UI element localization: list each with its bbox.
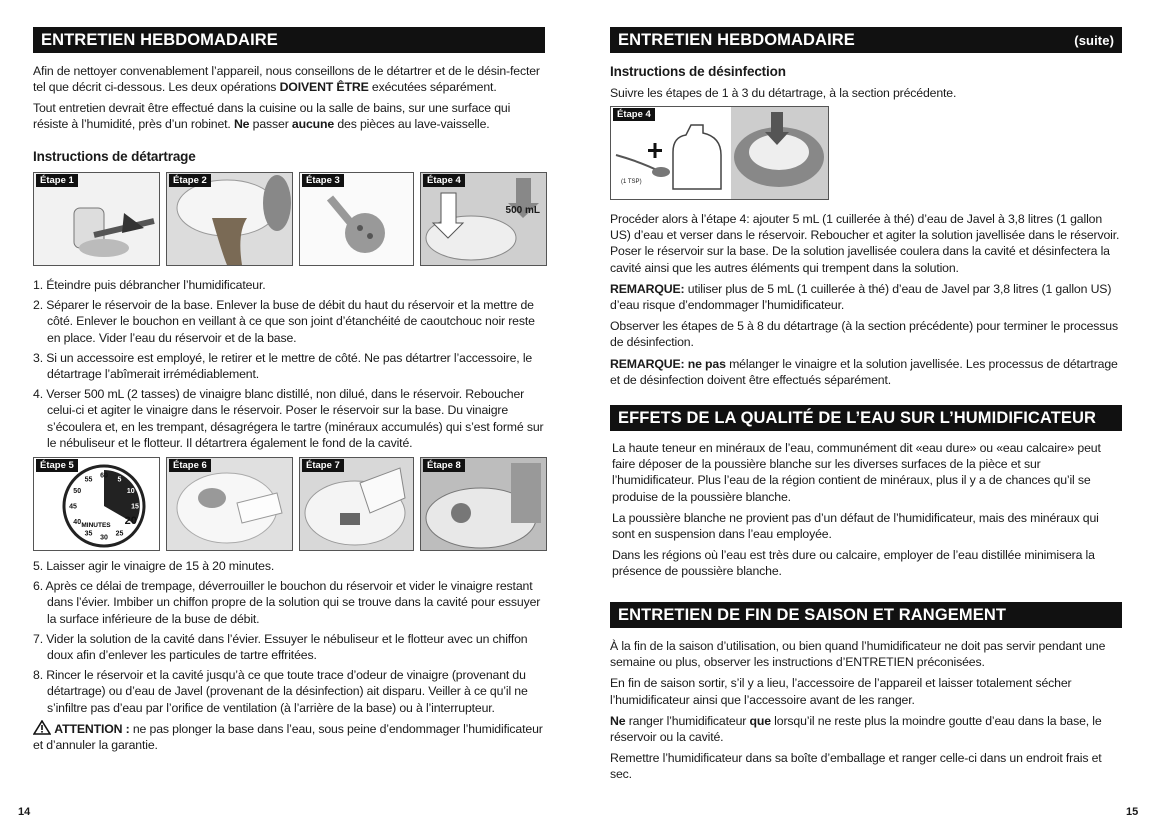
remarque-label: REMARQUE: xyxy=(610,281,685,296)
remarque-2 xyxy=(610,356,1123,388)
step-7-tag: Étape 7 xyxy=(302,459,344,472)
list-item: 3. Si un accessoire est employé, le retirer et le mettre de côté. Ne pas détartrer l’accessoire, le détartrage l’abîmerait irrémédiablement. xyxy=(33,350,533,382)
end-season-text xyxy=(610,638,1110,783)
step-7-image xyxy=(299,457,414,551)
water-para3: Dans les régions où l’eau est très dure ou calcaire, employer de l’eau distillée minimisera la présence de poussière blanche. xyxy=(612,548,1095,579)
remarque-1-text: utiliser plus de 5 mL (1 cuillerée à thé) d’eau de Javel par 3,8 litres (1 gallon US) d’eau risque d’endommager l’humidificateur. xyxy=(610,281,1112,313)
descaling-steps-row-2 xyxy=(33,457,547,551)
intro2-b: passer xyxy=(249,117,292,132)
attention-text: ne pas plonger la base dans l’eau, sous peine d’endommager l’humidificateur et d’annuler la garantie. xyxy=(33,721,543,753)
remarque-2-text: mélanger le vinaigre et la solution javellisée. Les processus de détartrage et de désinfection doivent être effectués séparément. xyxy=(610,356,1118,387)
season-para4: Remettre l’humidificateur dans sa boîte d’emballage et ranger celle-ci dans un endroit frais et sec. xyxy=(610,751,1102,782)
step-4-tag: Étape 4 xyxy=(423,174,465,187)
section-header-water-quality xyxy=(610,405,1122,431)
step-3-tag: Étape 3 xyxy=(302,174,344,187)
descaling-list-a xyxy=(33,277,545,451)
intro1-text: Afin de nettoyer convenablement l’appareil, nous conseillons de le détartrer et de le désin-fecter tel que décrit ci-dessous. Les deux opérations xyxy=(33,64,540,95)
step-3-image xyxy=(299,172,414,266)
list-item: 5. Laisser agir le vinaigre de 15 à 20 minutes. xyxy=(33,559,275,573)
season3-que: que xyxy=(749,713,771,728)
water-para2: La poussière blanche ne provient pas d’un défaut de l’humidificateur, mais des minéraux qui sont en suspension dans l’eau employée. xyxy=(612,510,1099,542)
descaling-steps-row-1 xyxy=(33,172,547,266)
clock-minutes-label: MINUTES xyxy=(81,522,111,529)
attention-label: ATTENTION : xyxy=(54,721,130,736)
step-1-image xyxy=(33,172,160,266)
step-4-image xyxy=(420,172,547,266)
clock-number: 60 xyxy=(100,472,108,480)
clock-number: 55 xyxy=(84,476,93,484)
page-number-left: 14 xyxy=(18,806,31,818)
disinfection-text xyxy=(610,211,1123,388)
step-8-tag: Étape 8 xyxy=(423,459,465,472)
list-item: 6. Après ce délai de trempage, déverrouiller le bouchon du réservoir et vider le vinaigre restant dans l’évier. Imbiber un chiffon propre de la solution qui se trouve dans la cavité pour essuyer la surface inférieure de la buse de débit. xyxy=(33,579,541,626)
clock-number: 30 xyxy=(100,534,108,542)
list-item: 4. Verser 500 mL (2 tasses) de vinaigre blanc distillé, non dilué, dans le réservoir. Reboucher celui-ci et agiter le vinaigre dans le réservoir. Poser le réservoir sur la base. Du vinaigre s’écoulera et, en les trempant, désagrégera le tartre (minéraux accumulés) qui s’est formé sur le nébuliseur et le flotteur. Il détartrera également le fond de la cavité. xyxy=(33,387,544,450)
header-text: ENTRETIEN HEBDOMADAIRE xyxy=(618,31,855,49)
intro-paragraph-1 xyxy=(33,63,545,95)
clock-number: 50 xyxy=(73,488,82,495)
disinfection-line1: Suivre les étapes de 1 à 3 du détartrage, à la section précédente. xyxy=(610,86,957,100)
step-5-tag: Étape 5 xyxy=(36,459,78,472)
descaling-subheading: Instructions de détartrage xyxy=(33,149,196,164)
clock-number: 10 xyxy=(126,488,135,495)
intro1-bold: DOIVENT ÊTRE xyxy=(279,80,369,95)
season-para1: À la fin de la saison d’utilisation, ou bien quand l’humidificateur ne doit pas servir pendant une semaine ou plus, observer les instructions d’ENTRETIEN préconisées. xyxy=(610,639,1106,670)
water-quality-text xyxy=(612,440,1117,580)
clock-number: 45 xyxy=(69,503,77,511)
step-2-tag: Étape 2 xyxy=(169,174,211,187)
descaling-list-b xyxy=(33,558,545,753)
clock-number: 15 xyxy=(131,503,139,511)
section-header-weekly-continued xyxy=(610,27,1122,53)
clock-number: 40 xyxy=(73,519,82,526)
section-header-weekly xyxy=(33,27,545,53)
water-para1: La haute teneur en minéraux de l’eau, communément dit «eau dure» ou «eau calcaire» peut faire déposer de la poussière blanche sur les diverses surfaces de la pièce et sur l’humidificateur. Plus l’eau de la région contient de minéraux, plus il y a de chances qu’il se produise de la poussière blanche. xyxy=(612,441,1101,504)
season3-b: lorsqu’il ne reste plus la moindre goutte d’eau dans la base, le réservoir ou la cavité. xyxy=(610,713,1102,745)
step-2-image xyxy=(166,172,293,266)
disinfection-step-4-image xyxy=(610,106,829,200)
clock-number: 35 xyxy=(84,530,93,538)
step-4-tag: Étape 4 xyxy=(613,108,655,121)
list-item: 7. Vider la solution de la cavité dans l’évier. Essuyer le nébuliseur et le flotteur avec un chiffon doux afin d’enlever les particules de tartre effritées. xyxy=(33,631,528,663)
intro2-a: Tout entretien devrait être effectué dans la cuisine ou la salle de bains, sur une surface qui résiste à l’humidité, près d’un robinet. xyxy=(33,101,511,132)
clock-number: 5 xyxy=(117,476,122,484)
step-5-image xyxy=(33,457,160,551)
section-header-end-season xyxy=(610,602,1122,628)
season3-a: ranger l’humidificateur xyxy=(625,713,750,728)
remarque-1 xyxy=(610,281,1123,313)
tsp-label: (1 TSP) xyxy=(621,179,642,185)
list-item: 2. Séparer le réservoir de la base. Enlever la buse de débit du haut du réservoir et la mettre de côté. Enlever le bouchon en veillant à ce que son joint d’étanchéité de caoutchouc noir reste en place. Vider l’eau du réservoir et de la base. xyxy=(33,298,535,345)
clock-number: 20 xyxy=(124,515,137,527)
disinfection-subheading: Instructions de désinfection xyxy=(610,64,786,79)
header-text: EFFETS DE LA QUALITÉ DE L’EAU SUR L’HUMIDIFICATEUR xyxy=(618,409,1097,427)
header-suite: (suite) xyxy=(1074,33,1114,48)
step-6-tag: Étape 6 xyxy=(169,459,211,472)
step-8-image xyxy=(420,457,547,551)
page-number-right: 15 xyxy=(1126,806,1139,818)
attention-note xyxy=(33,720,545,753)
list-item: 8. Rincer le réservoir et la cavité jusqu’à ce que toute trace d’odeur de vinaigre (provenant du détartrage) ou d’eau de Javel (provenant de la désinfection) ait disparu. Veiller à ce qu’il ne s’infiltre pas d’eau par l’orifice de ventilation (à l’arrière de la base) ou à l’interrupteur. xyxy=(33,668,528,715)
intro-paragraph-2 xyxy=(33,100,533,132)
remarque-2-label: REMARQUE: ne pas xyxy=(610,356,726,371)
clock-number: 25 xyxy=(115,530,124,538)
season-para3 xyxy=(610,713,1110,745)
intro2-c: des pièces au lave-vaisselle. xyxy=(334,117,490,132)
disinfection-para1: Procéder alors à l’étape 4: ajouter 5 mL (1 cuillerée à thé) d’eau de Javel à 3,8 litres (1 gallon US) d’eau et verser dans le réservoir. Reboucher et agiter la solution javellisée dans le réservoir. Poser le réservoir sur la base. De la solution javellisée coulera dans la cavité et désinfectera la cavité ainsi que les autres éléments qui trempent dans la solution. xyxy=(610,212,1120,275)
volume-label: 500 mL xyxy=(505,205,540,216)
warning-icon xyxy=(33,720,51,735)
season-para2: En fin de saison sortir, s’il y a lieu, l’accessoire de l’appareil et laisser totalement sécher l’humidificateur ainsi que l’accessoire avant de les ranger. xyxy=(610,676,1072,707)
intro1-end: exécutées séparément. xyxy=(368,80,497,95)
list-item: 1. Éteindre puis débrancher l’humidificateur. xyxy=(33,278,266,292)
season3-ne: Ne xyxy=(610,713,626,728)
header-text: ENTRETIEN DE FIN DE SAISON ET RANGEMENT xyxy=(618,606,1007,624)
step-1-tag: Étape 1 xyxy=(36,174,78,187)
intro2-ne: Ne xyxy=(233,117,250,132)
header-text: ENTRETIEN HEBDOMADAIRE xyxy=(41,31,278,49)
step-6-image xyxy=(166,457,293,551)
intro2-aucune: aucune xyxy=(291,117,335,132)
disinfection-para2: Observer les étapes de 5 à 8 du détartrage (à la section précédente) pour terminer le processus de désinfection. xyxy=(610,319,1118,350)
